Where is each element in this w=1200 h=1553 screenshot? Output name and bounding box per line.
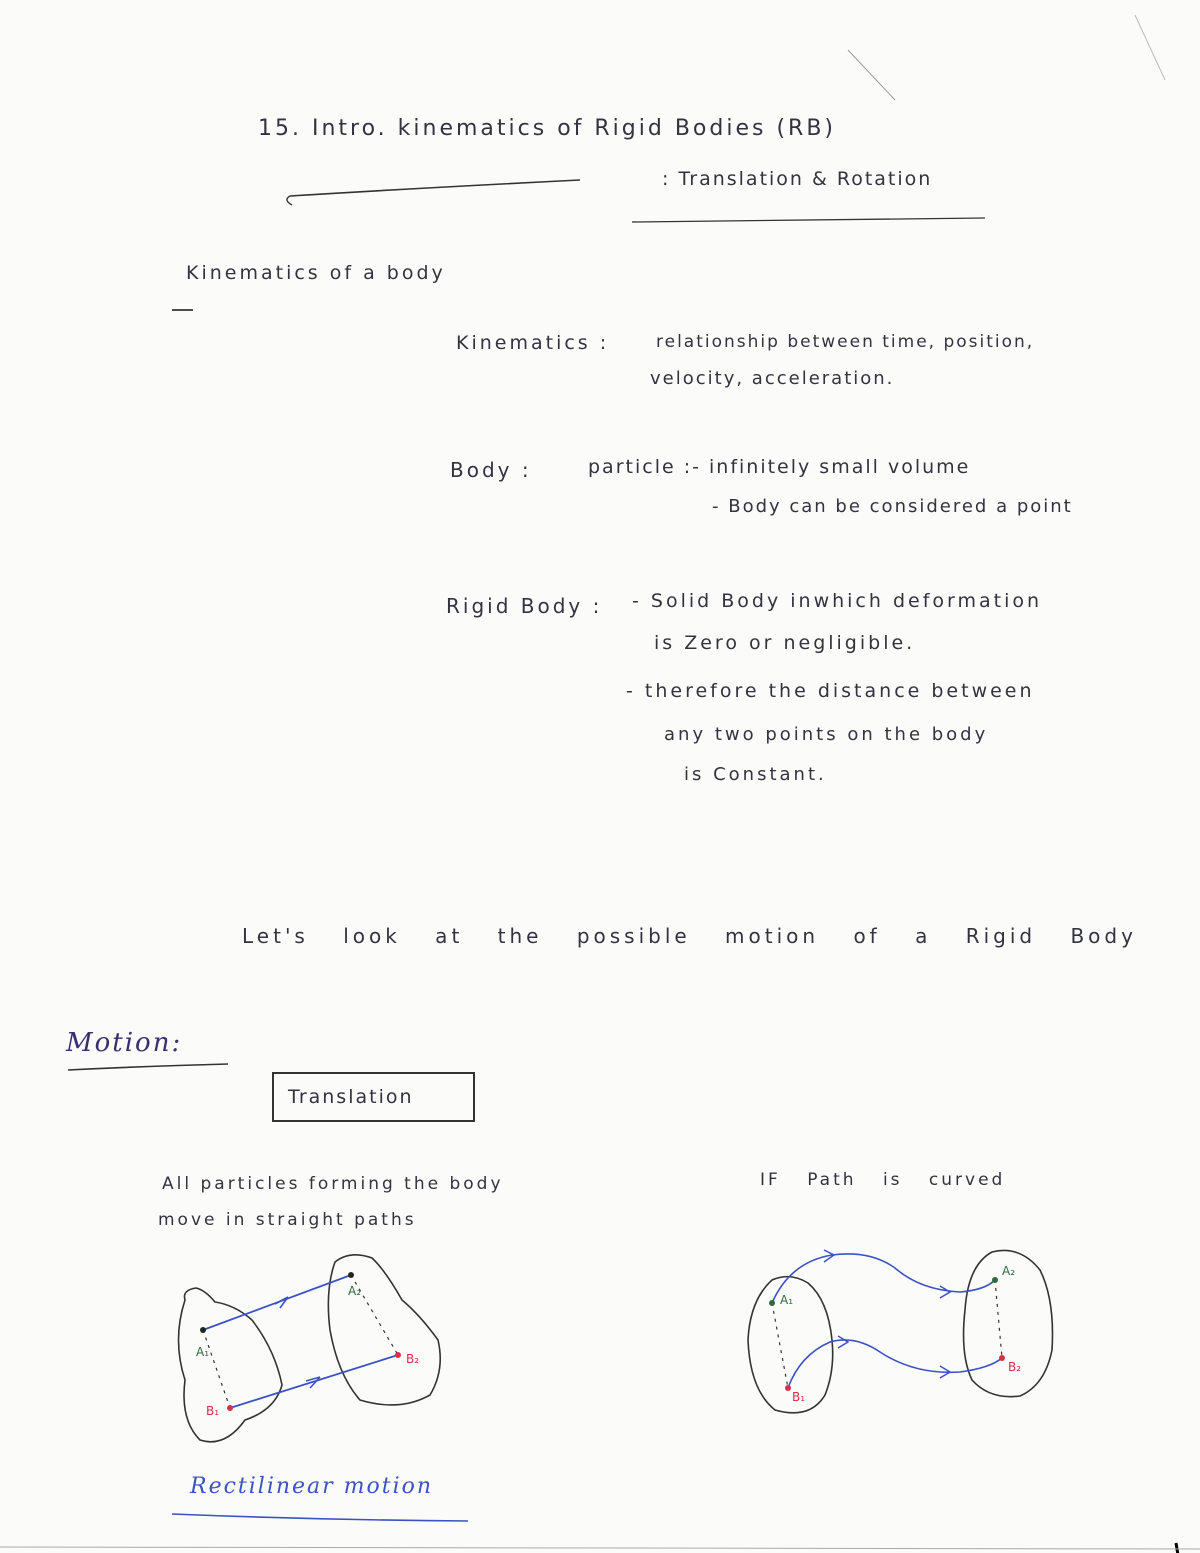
- rigid-body-label: Rigid Body :: [446, 594, 603, 618]
- body-line-1: particle :- infinitely small volume: [588, 456, 971, 478]
- point-a1: [200, 1327, 206, 1333]
- rigid-line-4: any two points on the body: [664, 724, 989, 745]
- body-label: Body :: [450, 458, 532, 482]
- label-b2: B₂: [406, 1352, 420, 1366]
- kinematics-label: Kinematics :: [456, 332, 610, 354]
- kinematics-line-1: relationship between time, position,: [656, 332, 1035, 352]
- label-a1: A₁: [196, 1345, 210, 1359]
- label-b2: B₂: [1008, 1360, 1022, 1374]
- label-b1: B₁: [206, 1404, 220, 1418]
- arrowhead-a2: [940, 1286, 950, 1298]
- stray-mark: [1135, 15, 1165, 80]
- section-heading: Kinematics of a body: [186, 262, 446, 284]
- title-underline-left: [290, 180, 580, 196]
- segment-a1b1: [772, 1303, 788, 1388]
- stray-mark: [848, 50, 895, 100]
- rectilinear-caption: Rectilinear motion: [190, 1474, 434, 1499]
- kinematics-line-2: velocity, acceleration.: [650, 368, 895, 389]
- page-edge: [0, 1547, 1200, 1549]
- left-text-line-1: All particles forming the body: [162, 1174, 504, 1194]
- label-b1: B₁: [792, 1390, 806, 1404]
- point-b2: [395, 1352, 401, 1358]
- point-a1: [769, 1300, 775, 1306]
- arrowhead-a: [275, 1297, 288, 1308]
- left-text-line-2: move in straight paths: [158, 1210, 417, 1230]
- arrowhead-b1: [838, 1336, 848, 1348]
- segment-a1b1: [203, 1330, 230, 1408]
- point-b1: [785, 1385, 791, 1391]
- right-text: IF Path is curved: [760, 1170, 1006, 1190]
- subtitle-underline: [632, 218, 985, 222]
- label-a1: A₁: [780, 1293, 794, 1307]
- page-subtitle: : Translation & Rotation: [662, 168, 933, 190]
- title-underline-hook: [287, 196, 292, 205]
- rigid-line-2: is Zero or negligible.: [654, 632, 916, 654]
- point-b2: [999, 1355, 1005, 1361]
- body-outline-start: [179, 1288, 283, 1442]
- curved-path-a: [772, 1254, 995, 1303]
- translation-label: Translation: [288, 1086, 414, 1108]
- rectilinear-underline: [172, 1514, 468, 1521]
- rigid-line-5: is Constant.: [684, 764, 827, 785]
- label-a2: A₂: [348, 1284, 362, 1298]
- body-line-2: - Body can be considered a point: [712, 496, 1073, 517]
- path-b: [230, 1355, 398, 1408]
- curved-path-b: [788, 1340, 1002, 1388]
- segment-a2b2: [995, 1280, 1002, 1358]
- page-title: 15. Intro. kinematics of Rigid Bodies (RB): [258, 116, 836, 141]
- motion-underline: [68, 1064, 228, 1070]
- intro-sentence: Let's look at the possible motion of a Rigid Body: [242, 924, 1137, 948]
- motion-heading: Motion:: [66, 1028, 183, 1058]
- point-a2: [992, 1277, 998, 1283]
- rigid-line-1: - Solid Body inwhich deformation: [632, 590, 1043, 612]
- label-a2: A₂: [1002, 1264, 1016, 1278]
- stray-mark: [1176, 1543, 1178, 1553]
- point-a2: [348, 1272, 354, 1278]
- point-b1: [227, 1405, 233, 1411]
- rigid-line-3: - therefore the distance between: [626, 680, 1035, 702]
